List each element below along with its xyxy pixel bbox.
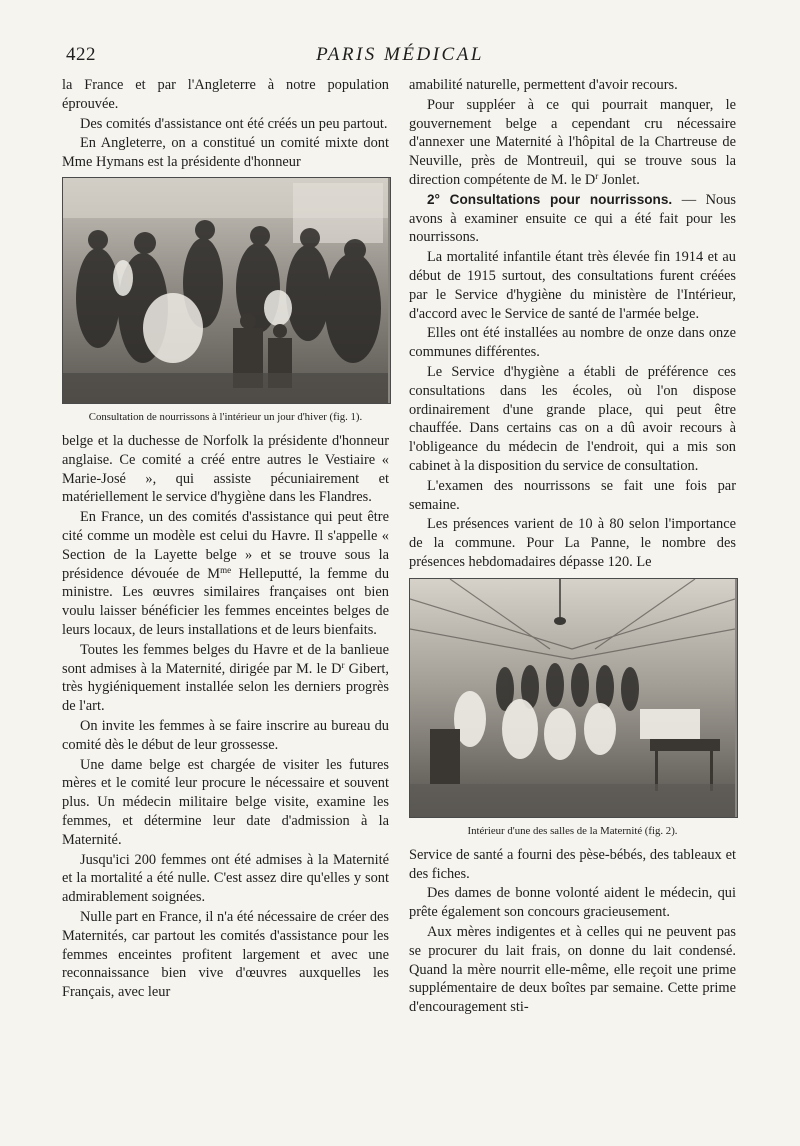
paragraph: amabilité naturelle, permettent d'avoir recours. (409, 77, 678, 93)
photo-consultation-nourrissons (62, 177, 391, 404)
paragraph: Des dames de bonne volonté aident le médecin, qui prête également son concours gracieusement. (409, 885, 736, 921)
left-column (62, 76, 389, 1002)
page-number: 422 (66, 44, 96, 65)
right-column (409, 76, 736, 1017)
photo-salle-maternite (409, 578, 738, 818)
figure-2-caption: Intérieur d'une des salles de la Maternité (fig. 2). (467, 824, 678, 837)
paragraph: Pour suppléer à ce qui pourrait manquer, le gouvernement belge a cependant cru nécessaire d'annexer une Maternité à l'hôpital de la Chartreuse de Neuville, près de Montreuil, qui se trouve sous la direction compétente de M. le $D^r$ Jonlet. (409, 96, 736, 188)
paragraph: On invite les femmes à se faire inscrire au bureau du comité dès le début de leur grossesse. (62, 717, 389, 753)
paragraph: La mortalité infantile étant très élevée fin 1914 et au début de 1915 surtout, des consultations furent créées par le Service d'hygiène du ministère de l'Intérieur, d'accord avec le Service de santé de l'armée belge. (409, 249, 736, 322)
section-paragraph: 2° Consultations pour nourrissons. — Nous avons à examiner ensuite ce qui a été fait pour les nourrissons. (409, 191, 736, 246)
running-title: PARIS MÉDICAL (316, 44, 484, 65)
paragraph: L'examen des nourrissons se fait une fois par semaine. (409, 477, 736, 513)
paragraph: Aux mères indigentes et à celles qui ne peuvent pas se procurer du lait frais, on donne du lait condensé. Quand la mère nourrit elle-même, elle reçoit une prime supplémentaire de deux boîtes par semaine. Cette prime d'encouragement sti- (409, 923, 736, 1016)
figure-1-caption: Consultation de nourrissons à l'intérieur un jour d'hiver (fig. 1). (88, 410, 363, 423)
paragraph: Jusqu'ici 200 femmes ont été admises à la Maternité et la mortalité a été nulle. C'est assez dire qu'elles y sont admirablement soignées. (62, 851, 389, 906)
paragraph: Service de santé a fourni des pèse-bébés, des tableaux et des fiches. (409, 846, 736, 882)
paragraph: belge et la duchesse de Norfolk la présidente d'honneur anglaise. Ce comité a créé entre autres le Vestiaire « Marie-José », qui assiste pécuniairement et matériellement le service d'hygiène dans les Flandres. (62, 432, 389, 506)
figure-1 (62, 177, 389, 424)
paragraph: Des comités d'assistance ont été créés un peu partout. (80, 115, 388, 132)
paragraph: Le Service d'hygiène a établi de préférence ces consultations dans les écoles, où l'on dispose ordinairement d'une grande place, qui peut être chauffée. Dans certains cas on a dû avoir recours à l'obligeance du médecin de l'endroit, qui a mis son cabinet à la disposition du service de consultation. (409, 363, 736, 474)
paragraph: Les présences varient de 10 à 80 selon l'importance de la commune. Pour La Panne, le nombre des présences hebdomadaires dépasse 120. Le (409, 516, 736, 570)
paragraph: Une dame belge est chargée de visiter les futures mères et le comité leur procure le nécessaire et souvent plus. Un médecin militaire belge visite, examine les femmes, et détermine leur date d'admission à la Maternité. (62, 756, 389, 848)
paragraph: En Angleterre, on a constitué un comité mixte dont Mme Hymans est la présidente d'honneur (62, 135, 389, 171)
paragraph: En France, un des comités d'assistance qui peut être cité comme un modèle est celui du Havre. Il s'appelle « Section de la Layette belge » et se trouve sous la présidence dévouée de $M^{me}$ Helleputté, la femme du ministre. Les œuvres similaires françaises ont bien voulu laisser bénéficier les femmes enceintes belges de leurs locaux, de leurs installations et de leurs bienfaits. (62, 509, 390, 638)
section-heading: 2° Consultations pour nourrissons. (427, 191, 673, 207)
paragraph: Nulle part en France, il n'a été nécessaire de créer des Maternités, car partout les comités d'assistance pour les femmes enceintes profitent largement et avec une reconnaissance bien vive d'œuvres auxquelles les Français, avec leur (62, 908, 389, 1001)
paragraph: la France et par l'Angleterre à notre population éprouvée. (62, 77, 389, 112)
paragraph: Elles ont été installées au nombre de onze dans onze communes différentes. (409, 325, 736, 361)
paragraph: Toutes les femmes belges du Havre et de la banlieue sont admises à la Maternité, dirigée par M. le $D^r$ Gibert, très hygiéniquement installée selon les derniers progrès de l'art. (62, 641, 389, 715)
figure-2 (409, 578, 736, 838)
